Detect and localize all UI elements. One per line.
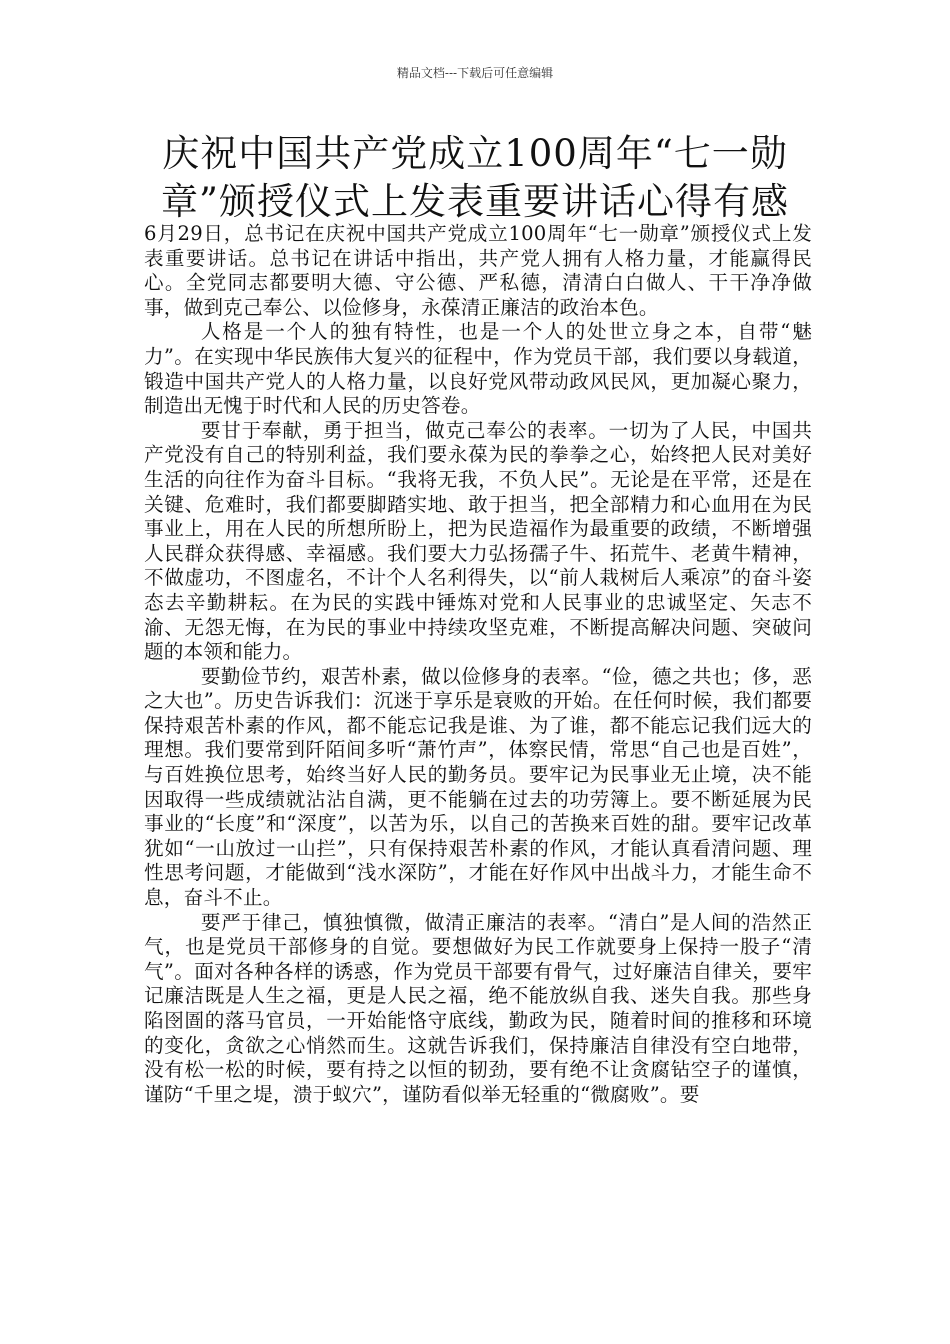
body-paragraph-2: 人格是一个人的独有特性，也是一个人的处世立身之本，自带“魅力”。在实现中华民族伟大复兴的征程中，作为党员干部，我们要以身载道，锻造中国共产党人的人格力量，以良好党风带动政风民风，更加凝心聚力，制造出无愧于时代和人民的历史答卷。 [144, 320, 812, 418]
body-paragraph-3: 要甘于奉献，勇于担当，做克己奉公的表率。一切为了人民，中国共产党没有自己的特别利益，我们要永葆为民的拳拳之心，始终把人民对美好生活的向往作为奋斗目标。“我将无我，不负人民”。无论是在平常，还是在关键、危难时，我们都要脚踏实地、敢于担当，把全部精力和心血用在为民事业上，用在人民的所想所盼上，把为民造福作为最重要的政绩，不断增强人民群众获得感、幸福感。我们要大力弘扬孺子牛、拓荒牛、老黄牛精神，不做虚功，不图虚名，不计个人名利得失，以“前人栽树后人乘凉”的奋斗姿态去辛勤耕耘。在为民的实践中锤炼对党和人民事业的忠诚坚定、矢志不渝、无怨无悔，在为民的事业中持续攻坚克难，不断提高解决问题、突破问题的本领和能力。 [144, 418, 812, 664]
document-title-line-2: 章”颁授仪式上发表重要讲话心得有感 [161, 180, 789, 223]
document-title [110, 130, 840, 226]
body-paragraph-5: 要严于律己，慎独慎微，做清正廉洁的表率。“清白”是人间的浩然正气，也是党员干部修身的自觉。要想做好为民工作就要身上保持一股子“清气”。面对各种各样的诱惑，作为党员干部要有骨气，过好廉洁自律关，要牢记廉洁既是人生之福，更是人民之福，绝不能放纵自我、迷失自我。那些身陷囹圄的落马官员，一开始能恪守底线，勤政为民，随着时间的推移和环境的变化，贪欲之心悄然而生。这就告诉我们，保持廉洁自律没有空白地带，没有松一松的时候，要有持之以恒的韧劲，要有绝不让贪腐钻空子的谨慎，谨防“千里之堤，溃于蚁穴”，谨防看似举无轻重的“微腐败”。要 [144, 910, 812, 1106]
page-header-note: 精品文档---下载后可任意编辑 [396, 66, 554, 80]
document-body [144, 222, 812, 1107]
document-title-line-1: 庆祝中国共产党成立100周年“七一勋 [162, 132, 788, 175]
body-paragraph-4: 要勤俭节约，艰苦朴素，做以俭修身的表率。“俭，德之共也；侈，恶之大也”。历史告诉我们：沉迷于享乐是衰败的开始。在任何时候，我们都要保持艰苦朴素的作风，都不能忘记我是谁、为了谁，都不能忘记我们远大的理想。我们要常到阡陌间多听“萧竹声”，体察民情，常思“自己也是百姓”，与百姓换位思考，始终当好人民的勤务员。要牢记为民事业无止境，决不能因取得一些成绩就沾沾自满，更不能躺在过去的功劳簿上。要不断延展为民事业的“长度”和“深度”，以苦为乐，以自己的苦换来百姓的甜。要牢记改革犹如“一山放过一山拦”，只有保持艰苦朴素的作风，才能认真看清问题、理性思考问题，才能做到“浅水深防”，才能在好作风中出战斗力，才能生命不息，奋斗不止。 [144, 664, 812, 910]
body-paragraph-1: 6月29日，总书记在庆祝中国共产党成立100周年“七一勋章”颁授仪式上发表重要讲话。总书记在讲话中指出，共产党人拥有人格力量，才能赢得民心。全党同志都要明大德、守公德、严私德，清清白白做人、干干净净做事，做到克己奉公、以俭修身，永葆清正廉洁的政治本色。 [144, 222, 812, 319]
